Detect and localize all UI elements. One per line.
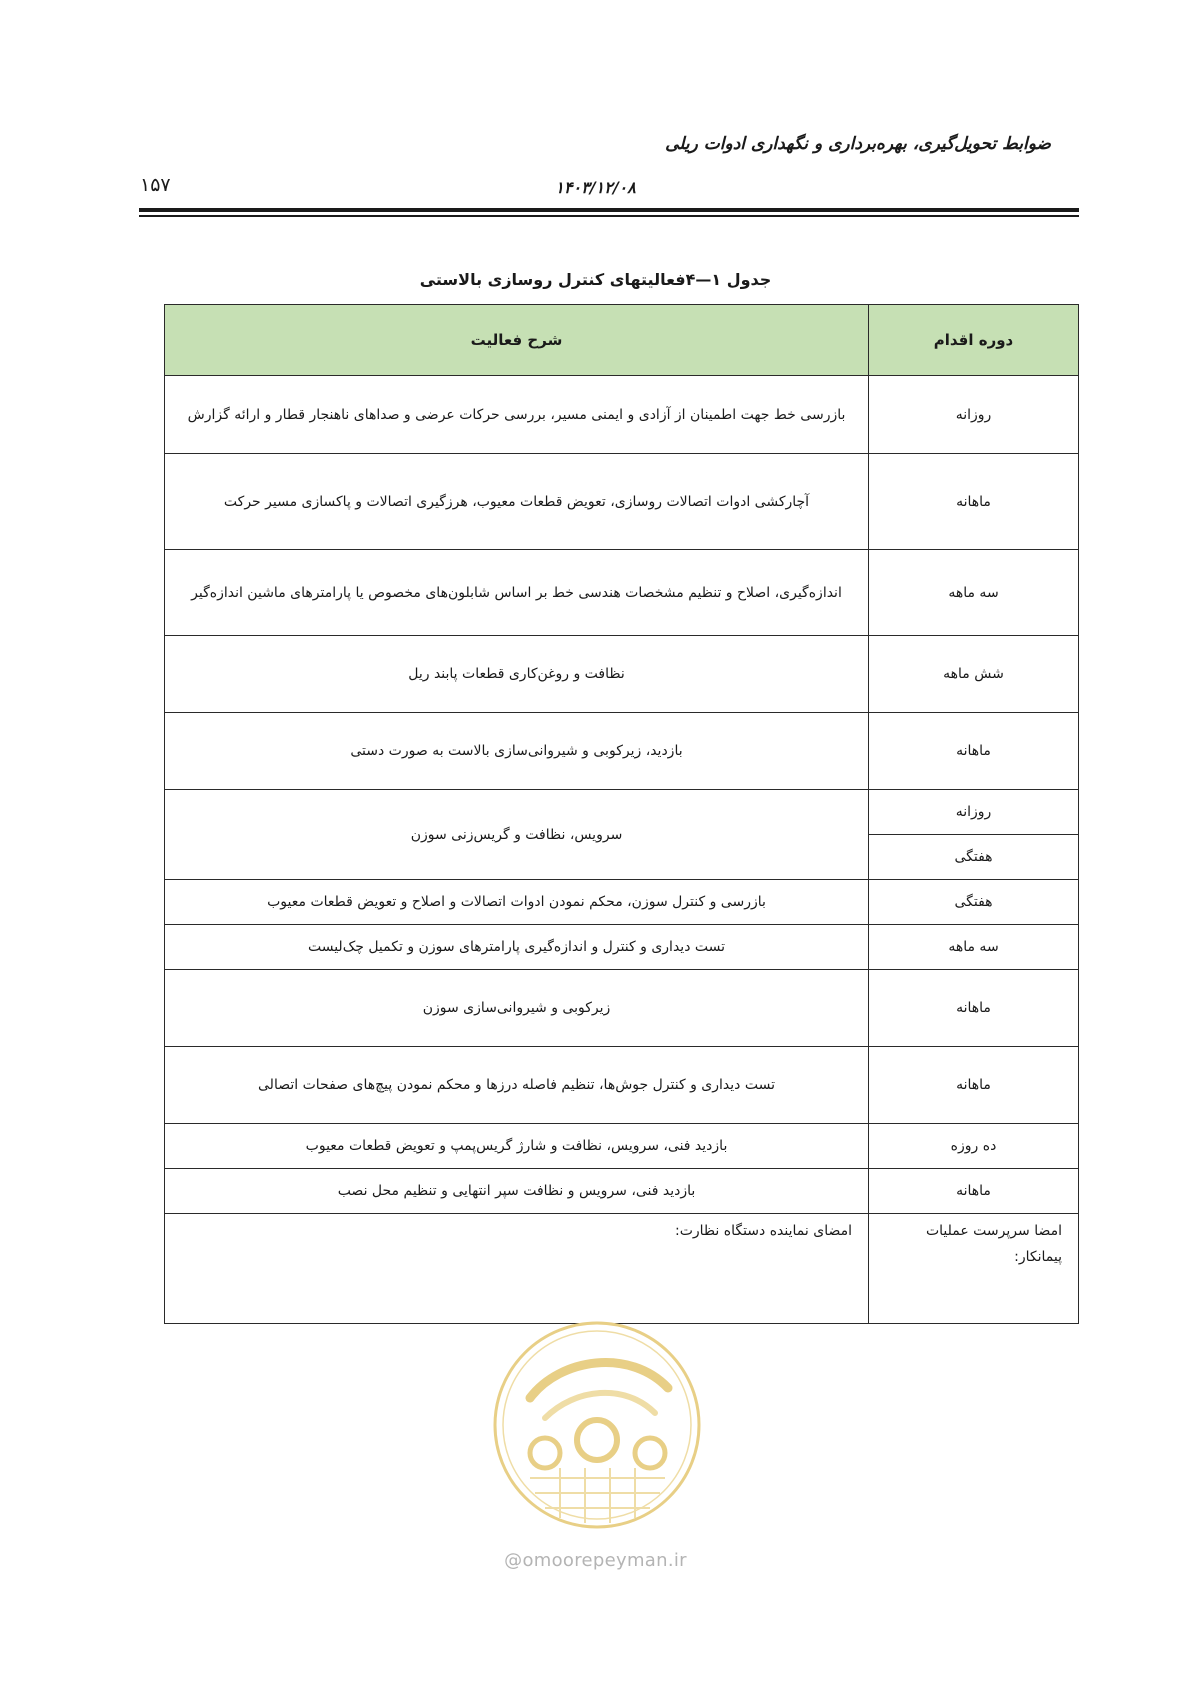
activity-cell: بازرسی و کنترل سوزن، محکم نمودن ادوات اتصالات و اصلاح و تعویض قطعات معیوب [165, 880, 869, 925]
table-row [165, 713, 1079, 790]
period-cell: هفتگی [869, 835, 1079, 880]
table-row [165, 1047, 1079, 1124]
period-cell: ماهانه [869, 454, 1079, 550]
table-caption: جدول ۱—۴فعالیتهای کنترل روسازی بالاستی [419, 270, 772, 289]
table-row [165, 880, 1079, 925]
document-title: ضوابط تحویل‌گیری، بهره‌برداری و نگهداری ادوات ریلی [665, 134, 1051, 154]
activity-cell: بازدید فنی، سرویس، نظافت و شارژ گریس‌پمپ و تعویض قطعات معیوب [165, 1124, 869, 1169]
stamp-logo [490, 1318, 705, 1533]
activity-cell: تست دیداری و کنترل جوش‌ها، تنظیم فاصله درزها و محکم نمودن پیچ‌های صفحات اتصالی [165, 1047, 869, 1124]
activity-cell: اندازه‌گیری، اصلاح و تنظیم مشخصات هندسی خط بر اساس شابلون‌های مخصوص یا پارامترهای ماشین اندازه‌گیر [165, 550, 869, 636]
table-row [165, 790, 1079, 835]
period-cell: ماهانه [869, 970, 1079, 1047]
activity-cell: آچارکشی ادوات اتصالات روسازی، تعویض قطعات معیوب، هرزگیری اتصالات و پاکسازی مسیر حرکت [165, 454, 869, 550]
page-number: ۱۵۷ [140, 174, 171, 196]
header-rule-thick [139, 208, 1079, 212]
activity-cell: بازدید فنی، سرویس و نظافت سپر انتهایی و تنظیم محل نصب [165, 1169, 869, 1214]
period-cell: هفتگی [869, 880, 1079, 925]
period-cell: شش ماهه [869, 636, 1079, 713]
period-cell: سه ماهه [869, 925, 1079, 970]
period-cell: ماهانه [869, 713, 1079, 790]
table-row [165, 550, 1079, 636]
activity-cell: تست دیداری و کنترل و اندازه‌گیری پارامترهای سوزن و تکمیل چک‌لیست [165, 925, 869, 970]
table-row [165, 1124, 1079, 1169]
table-row [165, 970, 1079, 1047]
period-cell: روزانه [869, 790, 1079, 835]
activity-cell: بازدید، زیرکوبی و شیروانی‌سازی بالاست به صورت دستی [165, 713, 869, 790]
activity-cell: سرویس، نظافت و گریس‌زنی سوزن [165, 790, 869, 880]
table-row [165, 1169, 1079, 1214]
period-cell: سه ماهه [869, 550, 1079, 636]
activity-cell: نظافت و روغن‌کاری قطعات پابند ریل [165, 636, 869, 713]
period-cell: ماهانه [869, 1047, 1079, 1124]
supervisor-signature-cell: امضای نماینده دستگاه نظارت: [165, 1214, 869, 1324]
period-cell: ماهانه [869, 1169, 1079, 1214]
table-header-row [165, 305, 1079, 376]
column-header-period: دوره اقدام [869, 305, 1079, 376]
table-row [165, 636, 1079, 713]
period-cell: ده روزه [869, 1124, 1079, 1169]
activity-cell: زیرکوبی و شیروانی‌سازی سوزن [165, 970, 869, 1047]
table-row [165, 454, 1079, 550]
document-date: ۱۴۰۳/۱۲/۰۸ [555, 178, 636, 197]
contractor-signature-cell: امضا سرپرست عملیات پیمانکار: [869, 1214, 1079, 1324]
activity-cell: بازرسی خط جهت اطمینان از آزادی و ایمنی مسیر، بررسی حرکات عرضی و صداهای ناهنجار قطار و ارائه گزارش [165, 376, 869, 454]
signature-row [165, 1214, 1079, 1324]
header-rule-thin [139, 215, 1079, 217]
table-row [165, 925, 1079, 970]
column-header-activity: شرح فعالیت [165, 305, 869, 376]
watermark-text: @omoorepeyman.ir [504, 1550, 687, 1571]
activities-table [164, 304, 1079, 1324]
table-row [165, 376, 1079, 454]
period-cell: روزانه [869, 376, 1079, 454]
